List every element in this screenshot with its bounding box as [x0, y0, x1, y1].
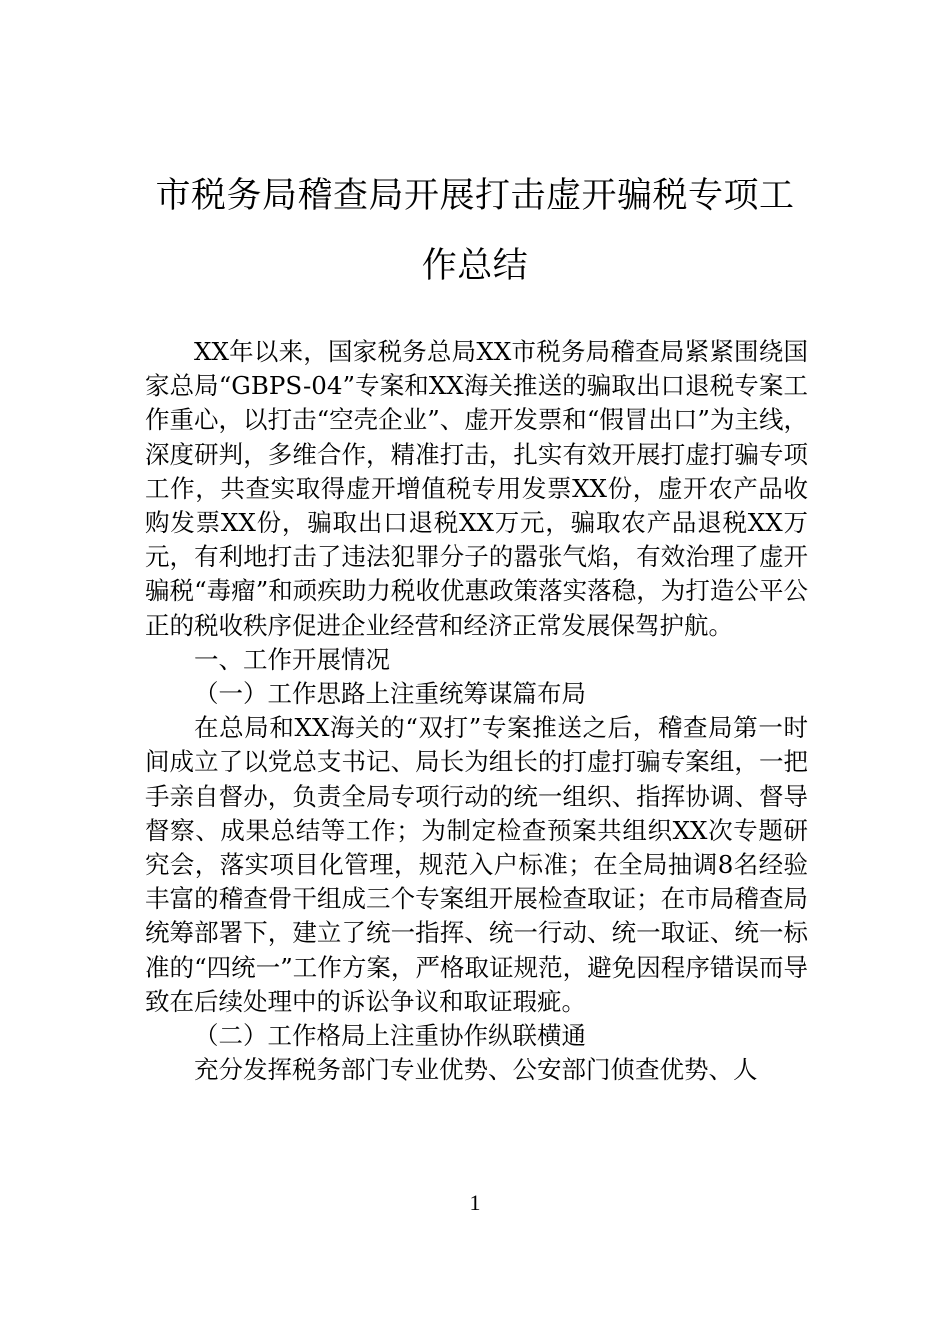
page-number: 1: [469, 1190, 481, 1215]
intro-paragraph: XX年以来，国家税务总局XX市税务局稽查局紧紧围绕国家总局“GBPS-04”专案和XX海关推送的骗取出口退税专案工作重心，以打击“空壳企业”、虚开发票和“假冒出口”为主线，深度研判，多维合作，精准打击，扎实有效开展打虚打骗专项工作，共查实取得虚开增值税专用发票XX份，虚开农产品收购发票XX份，骗取出口退税XX万元，骗取农产品退税XX万元，有利地打击了违法犯罪分子的嚣张气焰，有效治理了虚开骗税“毒瘤”和顽疾助力税收优惠政策落实落稳，为打造公平公正的税收秩序促进企业经营和经济正常发展保驾护航。: [145, 337, 808, 640]
subsection-paragraph-1: 在总局和XX海关的“双打”专案推送之后，稽查局第一时间成立了以党总支书记、局长为组长的打虚打骗专案组，一把手亲自督办，负责全局专项行动的统一组织、指挥协调、督导督察、成果总结等工作；为制定检查预案共组织XX次专题研究会，落实项目化管理，规范入户标准；在全局抽调8名经验丰富的稽查骨干组成三个专案组开展检查取证；在市局稽查局统筹部署下，建立了统一指挥、统一行动、统一取证、统一标准的“四统一”工作方案，严格取证规范，避免因程序错误而导致在后续处理中的诉讼争议和取证瑕疵。: [145, 713, 808, 1016]
document-title-line-2: 作总结: [421, 246, 529, 286]
subsection-heading-2: （二）工作格局上注重协作纵联横通: [194, 1021, 586, 1051]
section-heading-1: 一、工作开展情况: [194, 644, 390, 674]
subsection-paragraph-2: 充分发挥税务部门专业优势、公安部门侦查优势、人: [194, 1055, 758, 1085]
subsection-heading-1: （一）工作思路上注重统筹谋篇布局: [194, 679, 586, 709]
document-body: [145, 335, 808, 1087]
document-title-line-1: 市税务局稽查局开展打击虚开骗税专项工: [155, 176, 795, 216]
